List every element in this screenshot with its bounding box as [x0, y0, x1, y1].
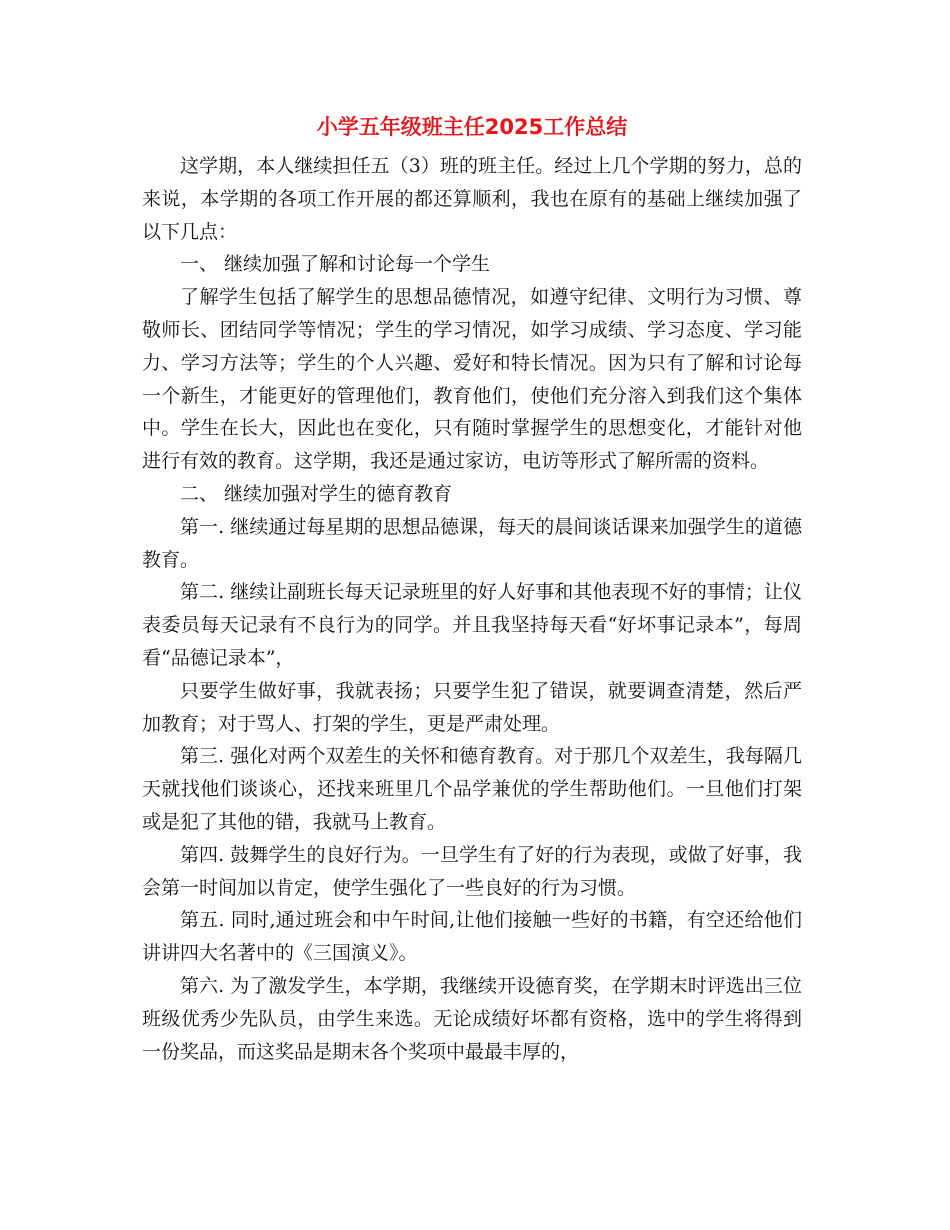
paragraph-point-3: 第三. 强化对两个双差生的关怀和德育教育。对于那几个双差生，我每隔几天就找他们谈谈心，还找来班里几个品学兼优的学生帮助他们。一旦他们打架或是犯了其他的错，我就马上教育。: [142, 745, 802, 833]
paragraph-point-2: 第二. 继续让副班长每天记录班里的好人好事和其他表现不好的事情；让仪表委员每天记录有不良行为的同学。并且我坚持每天看“好坏事记录本”，每周看“品德记录本”，: [142, 581, 802, 669]
document-title: 小学五年级班主任2025工作总结: [316, 115, 628, 139]
paragraph-point-5: 第五. 同时,通过班会和中午时间,让他们接触一些好的书籍，有空还给他们讲讲四大名著中的《三国演义》。: [142, 909, 802, 965]
paragraph-intro: 这学期，本人继续担任五（3）班的班主任。经过上几个学期的努力，总的来说，本学期的各项工作开展的都还算顺利，我也在原有的基础上继续加强了以下几点：: [142, 155, 802, 243]
section-heading-1: 一、 继续加强了解和讨论每一个学生: [180, 253, 491, 276]
paragraph-point-4: 第四. 鼓舞学生的良好行为。一旦学生有了好的行为表现，或做了好事，我会第一时间加以肯定，使学生强化了一些良好的行为习惯。: [142, 843, 802, 899]
paragraph-point-1: 第一. 继续通过每星期的思想品德课，每天的晨间谈话课来加强学生的道德教育。: [142, 515, 802, 571]
paragraph-point-2-cont: 只要学生做好事，我就表扬；只要学生犯了错误，就要调查清楚，然后严加教育；对于骂人、打架的学生，更是严肃处理。: [142, 679, 802, 735]
section-heading-2: 二、 继续加强对学生的德育教育: [180, 482, 453, 505]
document-page: [142, 112, 802, 1068]
paragraph-understanding: 了解学生包括了解学生的思想品德情况，如遵守纪律、文明行为习惯、尊敬师长、团结同学等情况；学生的学习情况，如学习成绩、学习态度、学习能力、学习方法等；学生的个人兴趣、爱好和特长情况。因为只有了解和讨论每一个新生，才能更好的管理他们，教育他们，使他们充分溶入到我们这个集体中。学生在长大，因此也在变化，只有随时掌握学生的思想变化，才能针对他进行有效的教育。这学期，我还是通过家访，电访等形式了解所需的资料。: [142, 286, 802, 473]
paragraph-point-6: 第六. 为了激发学生，本学期，我继续开设德育奖，在学期末时评选出三位班级优秀少先队员，由学生来选。无论成绩好坏都有资格，选中的学生将得到一份奖品，而这奖品是期末各个奖项中最最丰厚的，: [142, 974, 802, 1063]
